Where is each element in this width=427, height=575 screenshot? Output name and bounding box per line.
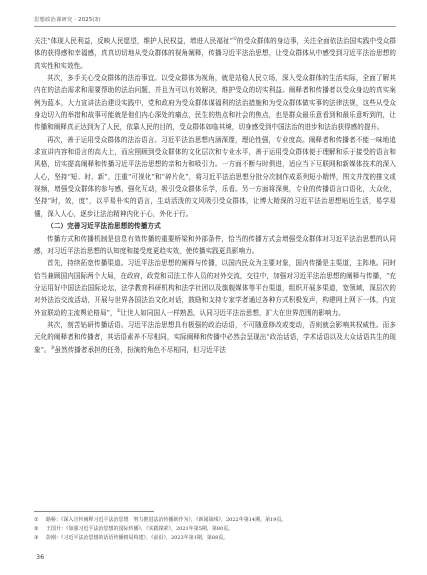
section-heading: （二）完善习近平法治思想的传播方式 bbox=[47, 222, 161, 231]
paragraph-3: 再次，善于运用受众群体的法治语言。习近平法治思想内涵深邃，理论性强，专业度高。阐释者和传播者不能一味地追求宣讲内容和语言的高大上，而应照顾到受众群体的文化层次和专业水平，善于运用受众群体便于理解和乐于接受的语言和风格，切实提高阐释和传播习近平法治思想的亲和力和吸引力。一方面不断与时俱进，适应当下互联网和新媒体技术的深入人心，坚持“短、时、新”，注重“可视化”和“碎片化”，将习近平法治思想分批分次制作成系列短小精悍，图文并茂的推文或视频，增强受众群体的参与感，强化互动，吸引受众群体乐学，乐看。另一方面将深奥，专业的传播语言口语化，大众化，坚持“时，效，度”，以平易朴实的语言，生动活泼的文风吸引受众群体，让博大精深的习近平法治思想贴近生活，易学易懂，深入人心，逐步让法治精神内化于心，外化于行。 bbox=[34, 135, 396, 218]
paragraph-4: 传播方式和传播机制是信息有效传播的重要桥梁和外部条件，恰当的传播方式会增强受众群体对习近平法治思想的认同感，对习近平法治思想的认知度和接受度更趋实效，使传播实践更具影响力。 bbox=[34, 234, 396, 255]
paragraph-1: 关注“体现人民利益，反映人民愿望，维护人民权益，增进人民福祉”①的受众群体的身边事，关注全面依法治国实践中受众群体的获得感和幸福感，真真切切地从受众群体的视角阐释，传播习近平法治思想，让受众群体从中感受到习近平法治思想的真实性和实效性。 bbox=[34, 36, 397, 70]
footnotes bbox=[34, 511, 287, 542]
footnote-1: ① 路桥：《深入宣传阐释习近平法治思想 努力推进法治传播新作为》，《新闻战线》，2022年第14期，第19页。 bbox=[34, 517, 287, 523]
running-header: 思想政治课研究 · 2025(3) bbox=[34, 15, 396, 27]
paragraph-5: 首先，持续拓宽传播渠道。习近平法治思想的阐释与传播，以国内民众为主要对象，国内传播是主渠道，主阵地。同时恰当兼顾国内国际两个大局，在政府，政党和司法工作人员的对外交流，交往中，加强对习近平法治思想的阐释与传播，“充分运用好中国法治国际论坛，法学教育科研机构和法学社团以及旗舰媒体等平台渠道，组织开展多渠道，宽领域，深层次的对外法治交流活动，开展与世界各国法治文化对话，鼓励和支持专家学者通过各种方式积极发声，构建网上网下一体，内宣外宣联动的主流舆论格局”，②让世人如同国人一样熟悉，认同习近平法治思想，扩大在世界范围的影响力。 bbox=[34, 259, 396, 317]
footnote-3: ③ 彭刚：《习近平法治思想的话语传播格局构建》，《前沿》，2023年第1期，第88页。 bbox=[34, 534, 229, 541]
footnote-ref-3[interactable]: ③ bbox=[50, 345, 55, 351]
footnote-2: ② 王国升：《加强习近平法治思想的国际传播》，《实践探索》，2021年第5期，第80页。 bbox=[34, 525, 234, 532]
body-text bbox=[34, 35, 396, 356]
footnote-ref-2[interactable]: ② bbox=[116, 308, 121, 314]
paper-page bbox=[34, 0, 396, 575]
footnote-ref-1[interactable]: ① bbox=[233, 36, 237, 42]
paragraph-6: 其次，刻苦钻研传播话语。习近平法治思想具有极强的政治话语，不可随意修改或变动，否则就会影响其权威性。而多元化的阐释者和传播者，其话语素养不尽相同，实际阐释和传播中必然会呈现出“政治话语，学术话语以及大众话语共生的现象”。③虽然传播者承担的任务，扮演的角色不尽相同，但习近平法 bbox=[34, 320, 396, 354]
paragraph-2: 其次，多手关心受众群体的法治事宜。以受众群体为视角，就是站稳人民立场，深入受众群体的生活实际，全面了解其内在的法治需求和需要帮助的法治问题，并且为可以有效解决，维护受众的切实利益。阐释者和传播者以受众身边的真实案例为蓝本，大力宣讲法治建设实践中，党和政府为受众群体谋福利的法治措施和为受众群体做实事的法律法规，这些从受众身边切入的举措和故事可能就是他们内心深处的痛点，民生的热点和社会的焦点，也是群众最乐意看到和最乐意听到的，让传播和阐释真正达到为了人民，依靠人民的目的，受众群体如临其境，切身感受到中国法治的进步和法治获得感的提升。 bbox=[34, 74, 396, 132]
page-number: 36 bbox=[36, 553, 45, 561]
